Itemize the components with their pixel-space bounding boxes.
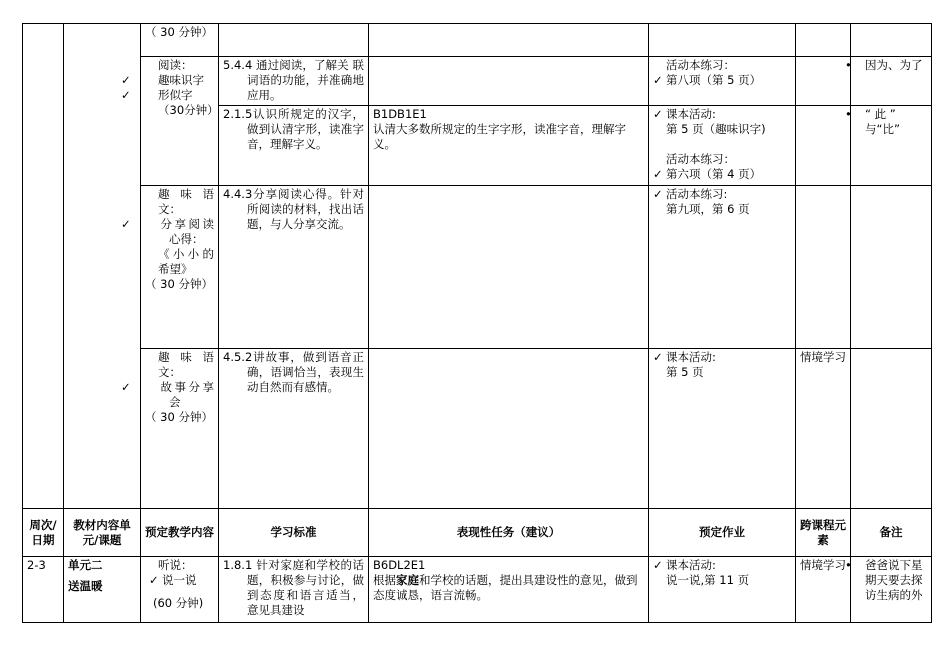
unit-cell xyxy=(64,24,141,57)
standard-cell: 2.1.5认识所规定的汉字，做到认清字形，读准字音，理解字义。 xyxy=(219,106,369,186)
cross-cell: 情境学习 xyxy=(796,349,851,509)
content-cell: 趣味语文： ✓ 故事分享会 （ 30 分钟） xyxy=(141,349,219,509)
table-row xyxy=(23,557,932,623)
week-cell xyxy=(23,24,64,509)
standard-cell: 4.4.3分享阅读心得。针对所阅读的材料，找出话题，与人分享交流。 xyxy=(219,186,369,349)
unit-cell: 单元二 送温暖 xyxy=(64,557,141,623)
content-cell: 趣味语文： ✓ 分享阅读心得： 《小小的希望》 （ 30 分钟） xyxy=(141,186,219,349)
content-cell: 听说： ✓ 说一说 (60 分钟) xyxy=(141,557,219,623)
week-cell: 2-3 xyxy=(23,557,64,623)
task-cell: B1DB1E1 认清大多数所规定的生字字形，读准字音，理解字义。 xyxy=(369,106,649,186)
standard-cell: 1.8.1 针对家庭和学校的话题，积极参与讨论，做到态度和语言适当， 意见具建设 xyxy=(219,557,369,623)
header-task: 表现性任务（建议） xyxy=(369,509,649,557)
header-content: 预定教学内容 xyxy=(141,509,219,557)
header-standard: 学习标准 xyxy=(219,509,369,557)
task-cell: B6DL2E1 根据家庭和学校的话题，提出具建设性的意见，做到态度诚恳，语言流畅。 xyxy=(369,557,649,623)
homework-cell: 活动本练习： ✓ 第八项（第 5 页） xyxy=(649,57,796,106)
table-row xyxy=(23,57,932,106)
header-week: 周次/日期 xyxy=(23,509,64,557)
table-row xyxy=(23,349,932,509)
table-row xyxy=(23,24,932,57)
note-cell: • 因为、为了 xyxy=(851,57,932,106)
note-cell: • “ 此 ” 与“比” xyxy=(851,106,932,186)
header-unit: 教材内容单元/课题 xyxy=(64,509,141,557)
standard-cell: 5.4.4 通过阅读，了解关 联词语的功能，并准确地应用。 xyxy=(219,57,369,106)
homework-cell: ✓ 活动本练习: 第九项，第 6 页 xyxy=(649,186,796,349)
homework-cell: ✓ 课本活动: 说一说,第 11 页 xyxy=(649,557,796,623)
homework-cell: ✓ 课本活动: 第 5 页 xyxy=(649,349,796,509)
standard-cell: 4.5.2讲故事，做到语音正确，语调恰当，表现生动自然而有感情。 xyxy=(219,349,369,509)
header-row xyxy=(23,509,932,557)
content-cell: （ 30 分钟） xyxy=(141,24,219,57)
header-cross: 跨课程元素 xyxy=(796,509,851,557)
header-homework: 预定作业 xyxy=(649,509,796,557)
homework-cell: ✓ 课本活动: 第 5 页（趣味识字) 活动本练习： ✓ 第六项（第 4 页） xyxy=(649,106,796,186)
note-cell: • 爸爸说下星期天要去探访生病的外 xyxy=(851,557,932,623)
content-cell: 阅读： ✓ 趣味识字 ✓ 形似字 （30分钟） xyxy=(141,57,219,186)
header-note: 备注 xyxy=(851,509,932,557)
lesson-plan-table xyxy=(22,23,932,623)
cross-cell: 情境学习 xyxy=(796,557,851,623)
table-row xyxy=(23,186,932,349)
